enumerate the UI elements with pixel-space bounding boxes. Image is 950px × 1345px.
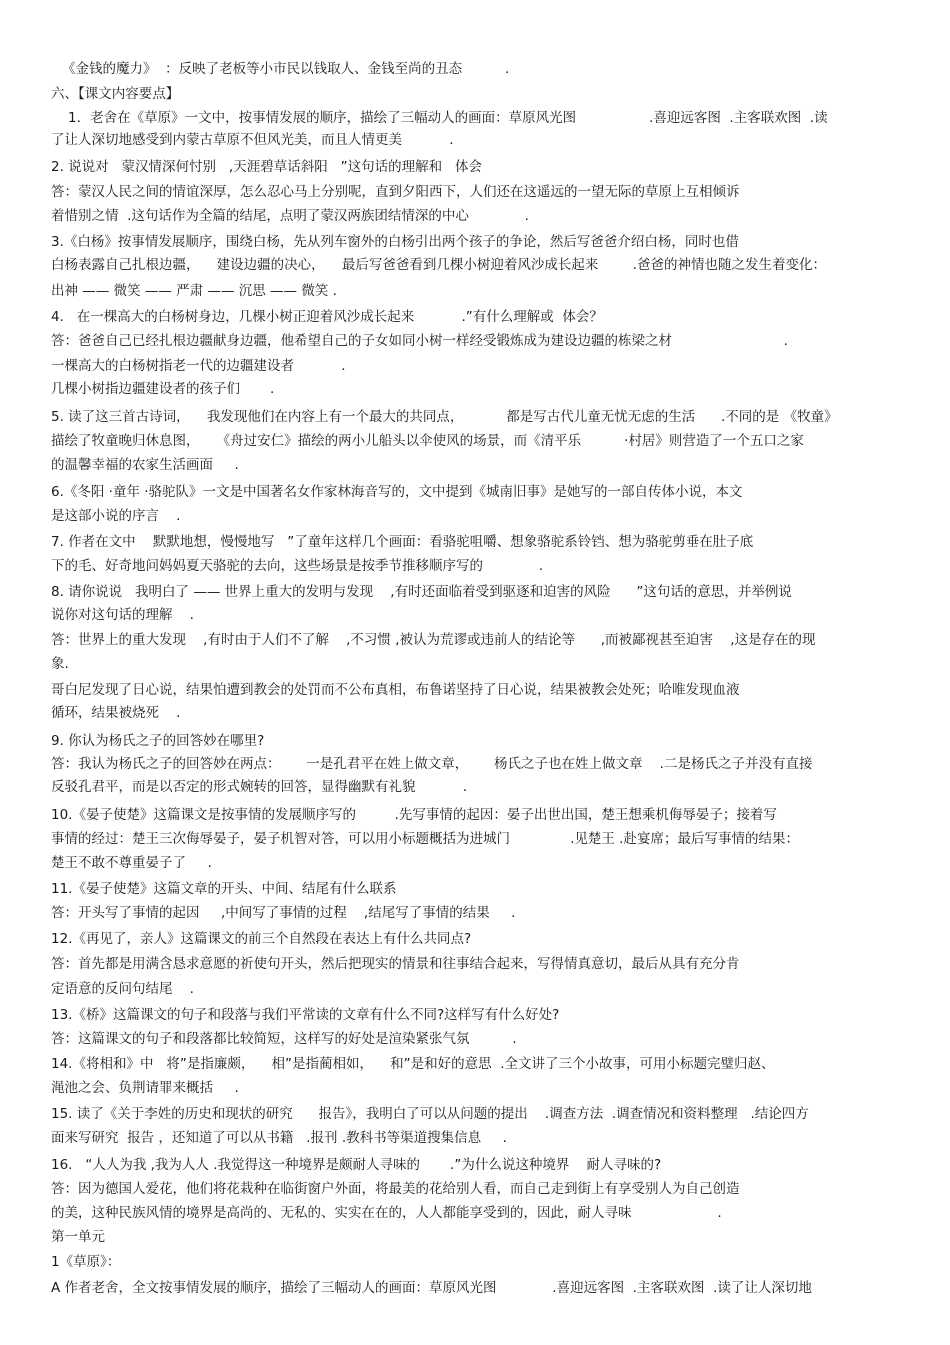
- text-line: 描绘了牧童晚归休息图， 《舟过安仁》描绘的两小儿船头以伞使风的场景，而《清平乐 ·村居》则营造了一个五口之家: [51, 433, 804, 449]
- text-line: 10.《晏子使楚》这篇课文是按事情的发展顺序写的 .先写事情的起因：晏子出世出国，楚王想乘机侮辱晏子；接着写: [51, 807, 777, 823]
- text-line: 答：我认为杨氏之子的回答妙在两点： 一是孔君平在姓上做文章， 杨氏之子也在姓上做文章 .二是杨氏之子并没有直接: [51, 756, 813, 772]
- text-line: 7. 作者在文中 默默地想，慢慢地写 ”了童年这样几个画面：看骆驼咀嚼、想象骆驼系铃铛、想为骆驼剪垂在肚子底: [51, 534, 754, 550]
- text-line: 着惜别之情 .这句话作为全篇的结尾，点明了蒙汉两族团结情深的中心 .: [51, 208, 529, 224]
- text-line: 第一单元: [51, 1229, 105, 1245]
- text-line: 《金钱的魔力》 ：反映了老板等小市民以钱取人、金钱至尚的丑态 .: [62, 61, 510, 77]
- text-line: 渑池之会、负荆请罪来概括 .: [51, 1080, 239, 1096]
- text-line: 15. 读了《关于李姓的历史和现状的研究 报告》，我明白了可以从问题的提出 .调查方法 .调查情况和资料整理 .结论四方: [51, 1106, 809, 1122]
- text-line: 答：爸爸自己已经扎根边疆献身边疆，他希望自己的子女如同小树一样经受锻炼成为建设边疆的栋梁之材 .: [51, 333, 788, 349]
- text-line: 2. 说说对 蒙汉情深何忖别 ,天涯碧草话斜阳 ”这句话的理解和 体会: [51, 159, 482, 175]
- text-line: 一棵高大的白杨树指老一代的边疆建设者 .: [51, 358, 346, 374]
- text-line: 的美，这种民族风情的境界是高尚的、无私的、实实在在的，人人都能享受到的，因此，耐人寻味 .: [51, 1205, 722, 1221]
- text-line: 反驳孔君平，而是以否定的形式婉转的回答，显得幽默有礼貌 .: [51, 779, 467, 795]
- text-line: 答：首先都是用满含恳求意愿的祈使句开头，然后把现实的情景和往事结合起来，写得情真意切，最后从具有充分肯: [51, 956, 740, 972]
- text-line: 4. 在一棵高大的白杨树身边，几棵小树正迎着风沙成长起来 .”有什么理解或 体会？: [51, 309, 603, 325]
- text-line: 12.《再见了，亲人》这篇课文的前三个自然段在表达上有什么共同点?: [51, 931, 472, 947]
- text-line: 13.《桥》这篇课文的句子和段落与我们平常读的文章有什么不同?这样写有什么好处?: [51, 1007, 560, 1023]
- text-line: 了让人深切地感受到内蒙古草原不但风光美，而且人情更美 .: [51, 132, 454, 148]
- text-line: 六、【课文内容要点】: [51, 86, 180, 102]
- text-line: 下的毛、好奇地问妈妈夏天骆驼的去向，这些场景是按季节推移顺序写的 .: [51, 558, 544, 574]
- text-line: 答：这篇课文的句子和段落都比较简短，这样写的好处是渲染紧张气氛 .: [51, 1031, 517, 1047]
- text-line: 事情的经过：楚王三次侮辱晏子，晏子机智对答，可以用小标题概括为进城门 .见楚王 .赴宴席；最后写事情的结果：: [51, 831, 799, 847]
- text-line: 是这部小说的序言 .: [51, 508, 181, 524]
- text-line: 6.《冬阳 ·童年 ·骆驼队》一文是中国著名女作家林海音写的，文中提到《城南旧事》是她写的一部自传体小说，本文: [51, 484, 743, 500]
- text-line: 9. 你认为杨氏之子的回答妙在哪里?: [51, 733, 265, 749]
- text-line: A 作者老舍，全文按事情发展的顺序，描绘了三幅动人的画面：草原风光图 .喜迎远客图 .主客联欢图 .读了让人深切地: [51, 1280, 812, 1296]
- text-line: 14.《将相和》中 将”是指廉颇， 相”是指蔺相如， 和”是和好的意思 .全文讲了三个小故事，可用小标题完璧归赵、: [51, 1056, 775, 1072]
- text-line: 答：因为德国人爱花，他们将花栽种在临街窗户外面，将最美的花给别人看，而自己走到街上有享受别人为自己创造: [51, 1181, 740, 1197]
- text-line: 面来写研究 报告 ，还知道了可以从书籍 .报刊 .教科书等渠道搜集信息 .: [51, 1130, 507, 1146]
- text-line: 白杨表露自己扎根边疆， 建设边疆的决心， 最后写爸爸看到几棵小树迎着风沙成长起来 .爸爸的神情也随之发生着变化：: [51, 257, 826, 273]
- text-line: 几棵小树指边疆建设者的孩子们 .: [51, 381, 275, 397]
- text-line: 说你对这句话的理解 .: [51, 607, 194, 623]
- text-line: 循环，结果被烧死 .: [51, 705, 181, 721]
- text-line: 1．老舍在《草原》一文中，按事情发展的顺序，描绘了三幅动人的画面：草原风光图 .喜迎远客图 .主客联欢图 .读: [68, 110, 828, 126]
- text-line: 8. 请你说说 我明白了 —— 世界上重大的发明与发现 ,有时还面临着受到驱逐和迫害的风险 ”这句话的意思，并举例说: [51, 584, 792, 600]
- text-line: 3.《白杨》按事情发展顺序，围绕白杨，先从列车窗外的白杨引出两个孩子的争论，然后写爸爸介绍白杨，同时也借: [51, 234, 739, 250]
- text-line: 答：蒙汉人民之间的情谊深厚，怎么忍心马上分别呢，直到夕阳西下，人们还在这遥远的一望无际的草原上互相倾诉: [51, 184, 740, 200]
- text-line: 11.《晏子使楚》这篇文章的开头、中间、结尾有什么联系: [51, 881, 397, 897]
- text-line: 出神 —— 微笑 —— 严肃 —— 沉思 —— 微笑 .: [51, 283, 337, 299]
- text-line: 定语意的反问句结尾 .: [51, 981, 194, 997]
- text-line: 1《草原》：: [51, 1254, 121, 1270]
- text-line: 哥白尼发现了日心说，结果怕遭到教会的处罚而不公布真相，布鲁诺坚持了日心说，结果被教会处死；哈唯发现血液: [51, 682, 740, 698]
- text-line: 答：世界上的重大发现 ,有时由于人们不了解 ,不习惯 ,被认为荒谬或违前人的结论等 ,而被鄙视甚至迫害 ,这是存在的现: [51, 632, 816, 648]
- text-line: 楚王不敢不尊重晏子了 .: [51, 855, 212, 871]
- text-line: 5. 读了这三首古诗词， 我发现他们在内容上有一个最大的共同点， 都是写古代儿童无忧无虑的生活 .不同的是 《牧童》: [51, 409, 838, 425]
- text-line: 答：开头写了事情的起因 ,中间写了事情的过程 ,结尾写了事情的结果 .: [51, 905, 516, 921]
- text-line: 的温馨幸福的农家生活画面 .: [51, 457, 239, 473]
- text-line: 象.: [51, 656, 69, 672]
- text-line: 16. “人人为我 ,我为人人 .我觉得这一种境界是颇耐人寻味的 .”为什么说这种境界 耐人寻味的?: [51, 1157, 662, 1173]
